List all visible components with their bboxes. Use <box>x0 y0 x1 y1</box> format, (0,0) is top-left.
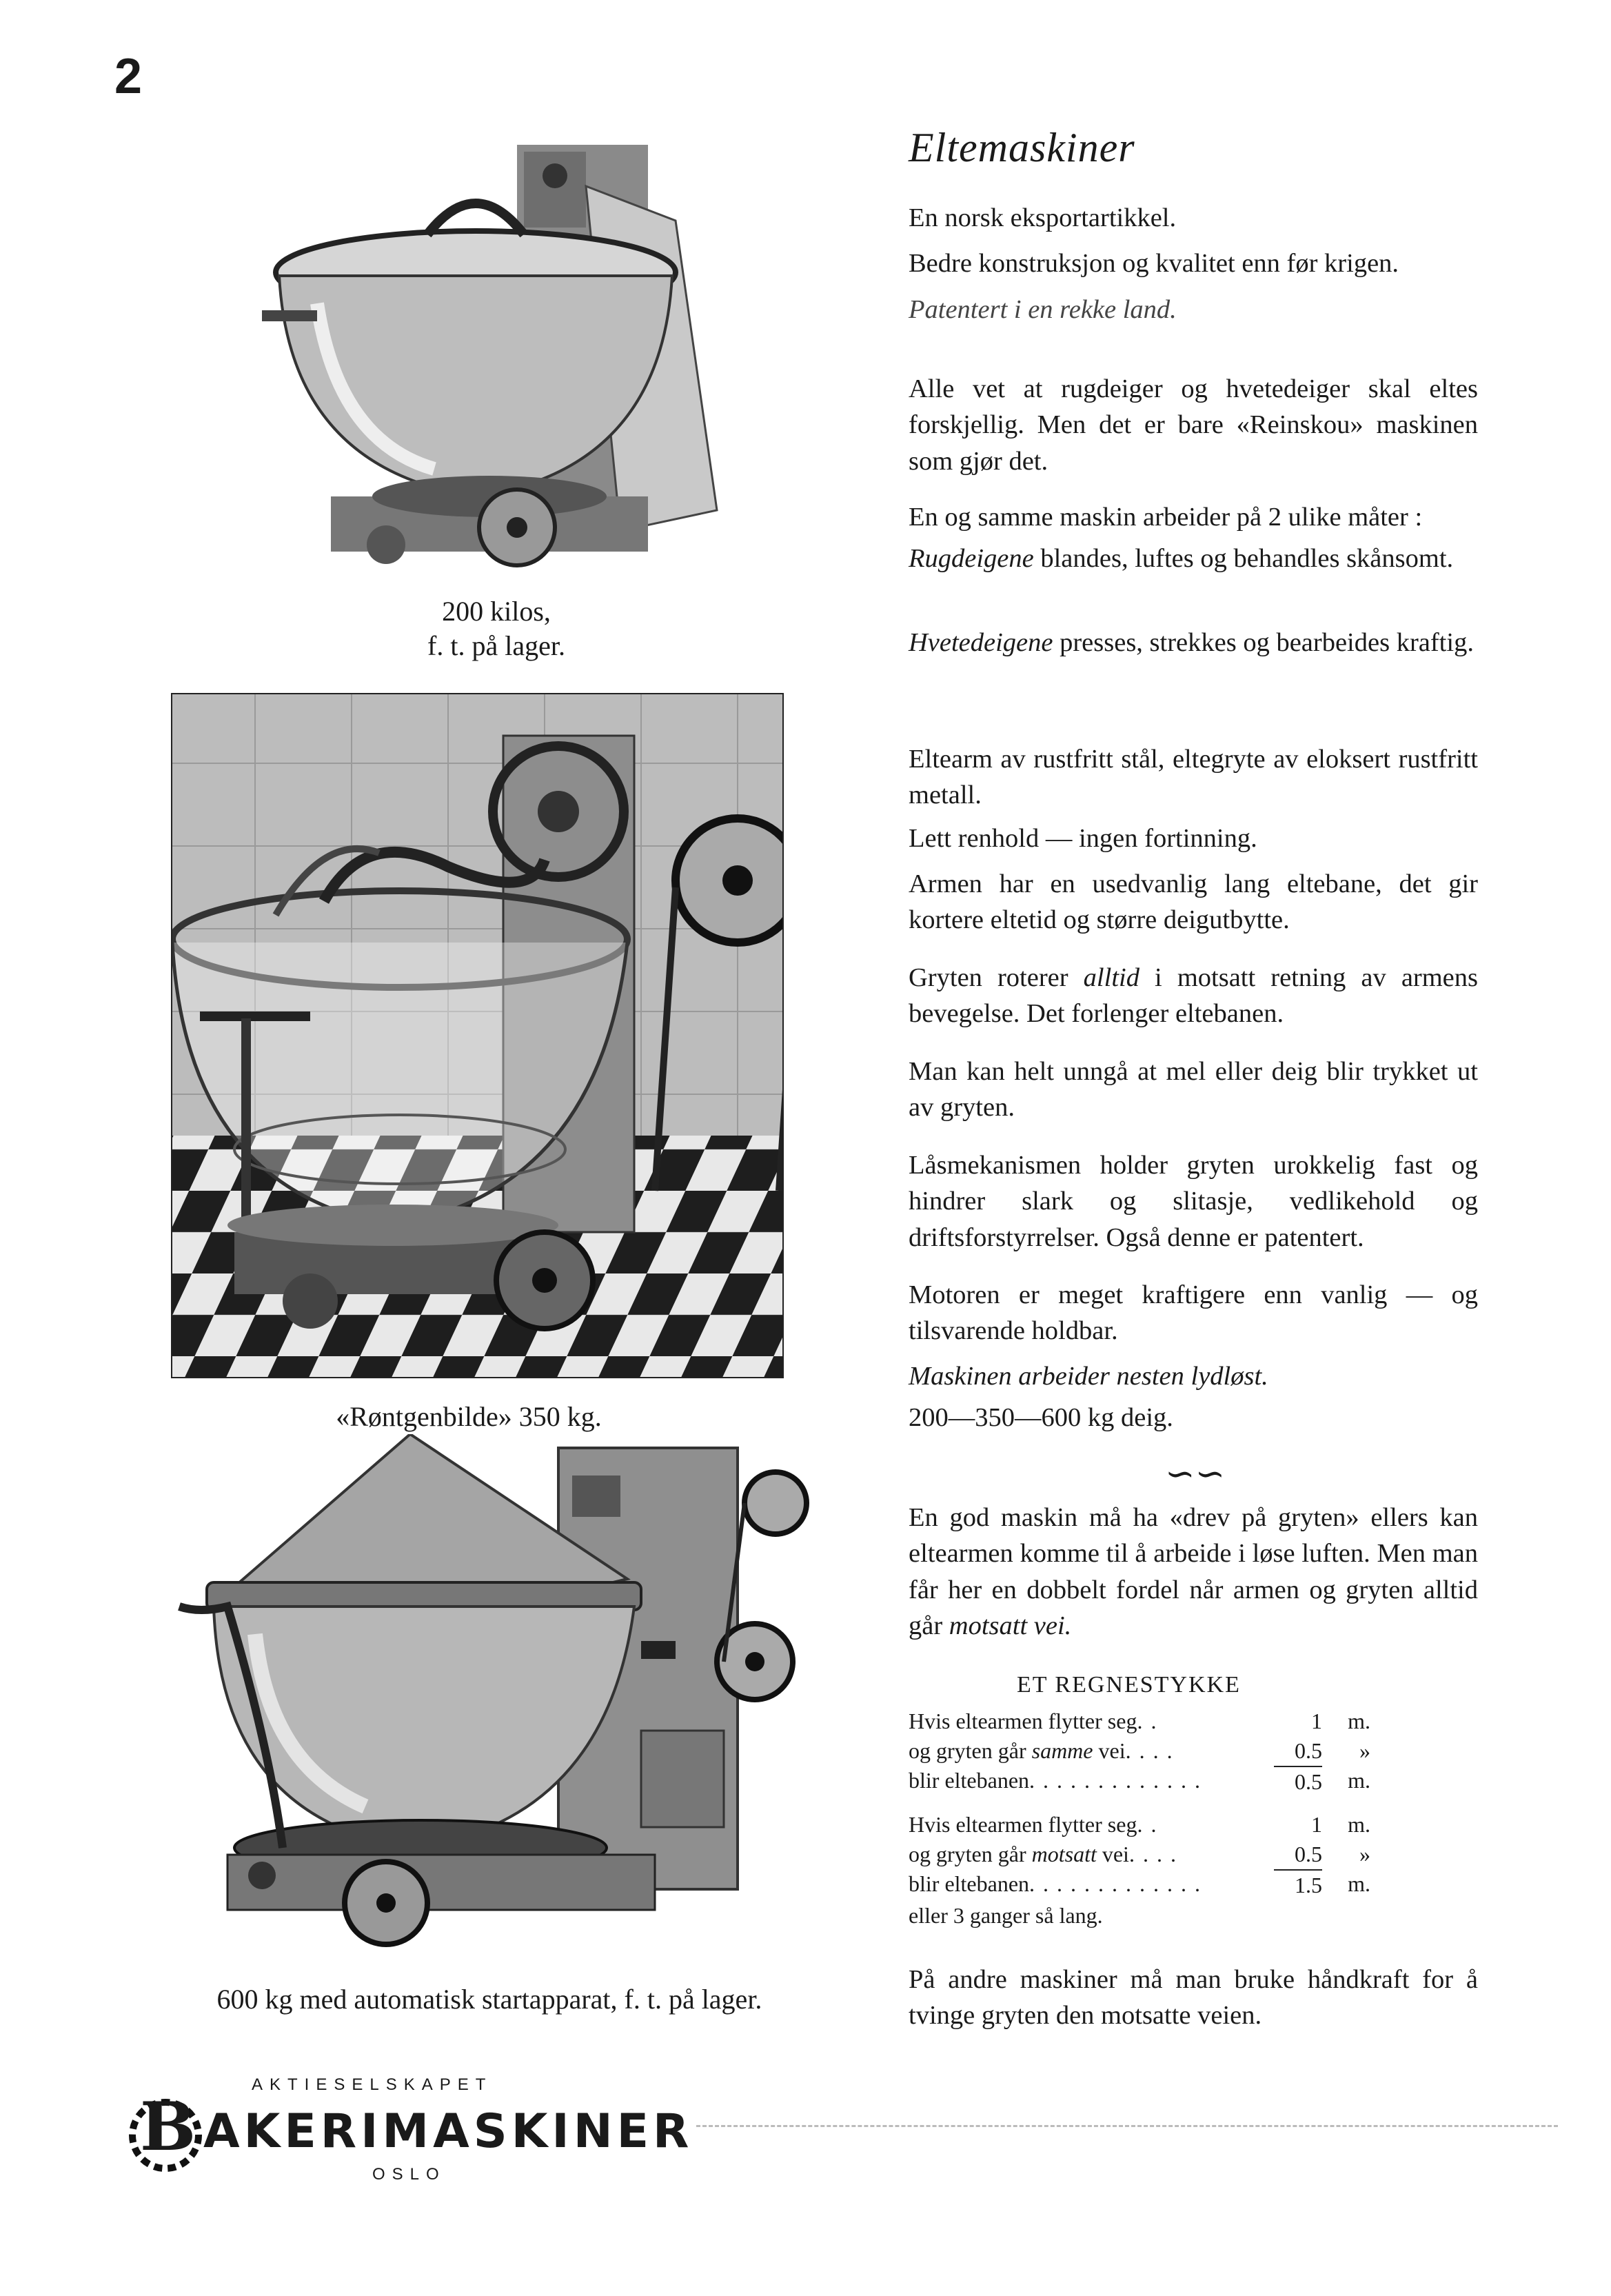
xray-mixer-photo-350kg <box>171 693 784 1378</box>
calc-note: eller 3 ganger så lang. <box>909 1902 1103 1928</box>
paragraph-1: Alle vet at rugdeiger og hvetedeiger skal eltes forskjellig. Men det er bare «Reinskou» maskinen som gjør det. <box>909 374 1478 476</box>
logo-city: OSLO <box>372 2165 446 2184</box>
logo-top-text: AKTIESELSKAPET <box>252 2075 493 2094</box>
paragraph-3 <box>909 541 1478 576</box>
calc-value: 0.5 <box>1274 1766 1322 1797</box>
footer-divider <box>696 2125 1558 2127</box>
calc-row <box>909 1840 1370 1869</box>
calc-label-b: vei <box>1102 1842 1129 1867</box>
calc-value: 0.5 <box>1295 1842 1322 1867</box>
paragraph-3-text: blandes, luftes og behandles skånsomt. <box>1033 544 1454 573</box>
calc-unit: m. <box>1348 1709 1370 1733</box>
photo-1-caption <box>358 594 634 663</box>
intro-line-2: Bedre konstruksjon og kvalitet enn før krigen. <box>909 249 1399 279</box>
mixer-photo-600kg <box>159 1434 820 1958</box>
calc-label-emphasis: samme <box>1031 1738 1093 1764</box>
calc-label: blir eltebanen <box>909 1768 1030 1793</box>
calc-row <box>909 1706 1370 1736</box>
intro-line-3: Patentert i en rekke land. <box>909 294 1177 324</box>
calc-dots: . . <box>1137 1812 1158 1837</box>
calc-unit: » <box>1359 1738 1370 1764</box>
paragraph-8 <box>909 960 1478 1032</box>
paragraph-10: Låsmekanismen holder gryten urokkelig fast og hindrer slark og slitasje, vedlikehold og driftsforstyrrelser. Også denne er patentert. <box>909 1151 1478 1252</box>
page-title: Eltemaskiner <box>909 125 1135 170</box>
paragraph-4-emphasis: Hvetedeigene <box>909 628 1053 657</box>
paragraph-8-text-a: Gryten roterer <box>909 963 1084 992</box>
paragraph-14-emphasis: motsatt vei. <box>949 1611 1072 1641</box>
calculation-title: ET REGNESTYKKE <box>1017 1672 1241 1698</box>
calc-row-total <box>909 1766 1370 1797</box>
calc-row <box>909 1810 1370 1840</box>
calc-unit: m. <box>1348 1871 1370 1897</box>
page-number: 2 <box>114 49 143 104</box>
calculation-block-1 <box>909 1706 1370 1797</box>
photo-2-caption: «Røntgenbilde» 350 kg. <box>336 1401 602 1432</box>
intro-line-1: En norsk eksportartikkel. <box>909 203 1177 232</box>
calc-row <box>909 1736 1370 1766</box>
paragraph-9: Man kan helt unngå at mel eller deig blir trykket ut av gryten. <box>909 1057 1478 1122</box>
paragraph-14 <box>909 1500 1478 1644</box>
ornament-divider: ∽∽ <box>1165 1455 1226 1494</box>
calc-label: blir eltebanen <box>909 1871 1030 1897</box>
calc-value: 1 <box>1311 1812 1322 1837</box>
mixer-photo-200kg <box>262 124 758 579</box>
company-logo <box>128 2075 748 2213</box>
calc-label-a: og gryten går <box>909 1842 1026 1867</box>
paragraph-4-text: presses, strekkes og bearbeides kraftig. <box>1053 628 1474 657</box>
paragraph-15: På andre maskiner må man bruke håndkraft for å tvinge gryten den motsatte veien. <box>909 1965 1478 2031</box>
calc-label: Hvis eltearmen flytter seg <box>909 1709 1137 1733</box>
calc-unit: m. <box>1348 1812 1370 1837</box>
intro-block <box>909 200 1478 328</box>
paragraph-11: Motoren er meget kraftigere enn vanlig — og tilsvarende holdbar. <box>909 1280 1478 1346</box>
calc-value: 1.5 <box>1274 1869 1322 1900</box>
paragraph-6: Lett renhold — ingen fortinning. <box>909 824 1257 853</box>
photo-1-caption-line-1: 200 kilos, <box>442 596 551 627</box>
calc-unit: » <box>1359 1842 1370 1867</box>
calc-label-emphasis: motsatt <box>1031 1842 1097 1867</box>
calc-dots: . . . . <box>1128 1842 1177 1867</box>
calc-dots: . . <box>1137 1709 1158 1733</box>
calc-dots: . . . . <box>1125 1738 1174 1764</box>
paragraph-12: Maskinen arbeider nesten lydløst. <box>909 1362 1268 1391</box>
logo-initial: B <box>140 2088 196 2166</box>
paragraph-3-emphasis: Rugdeigene <box>909 544 1034 573</box>
calc-value: 1 <box>1311 1709 1322 1733</box>
paragraph-8-text-b: i motsatt retning av armens bevegelse. Det forlenger eltebanen. <box>909 963 1479 1029</box>
photo-1-caption-line-2: f. t. på lager. <box>427 630 565 661</box>
calculation-block-2 <box>909 1810 1370 1931</box>
calc-label: Hvis eltearmen flytter seg <box>909 1812 1137 1837</box>
calc-label-a: og gryten går <box>909 1738 1026 1764</box>
photo-3-caption: 600 kg med automatisk startapparat, f. t. på lager. <box>216 1984 762 2015</box>
calc-dots: . . . . . . . . . . . . . <box>1029 1871 1202 1897</box>
paragraph-13: 200—350—600 kg deig. <box>909 1403 1173 1432</box>
paragraph-7: Armen har en usedvanlig lang eltebane, det gir kortere eltetid og større deigutbytte. <box>909 869 1478 935</box>
paragraph-14-text: En god maskin må ha «drev på gryten» ellers kan eltearmen komme til å arbeide i løse luften. Men man får her en dobbelt fordel når armen og gryten alltid går <box>909 1503 1478 1641</box>
calc-dots: . . . . . . . . . . . . . <box>1029 1768 1202 1793</box>
calc-row-total <box>909 1869 1370 1900</box>
logo-company-name: AKERIMASKINER <box>203 2104 693 2159</box>
paragraph-2: En og samme maskin arbeider på 2 ulike måter : <box>909 503 1423 532</box>
paragraph-8-emphasis: alltid <box>1083 963 1139 992</box>
paragraph-5: Eltearm av rustfritt stål, eltegryte av eloksert rustfritt metall. <box>909 745 1478 810</box>
paragraph-4 <box>909 625 1478 661</box>
calc-unit: m. <box>1348 1768 1370 1793</box>
calc-label-b: vei <box>1098 1738 1126 1764</box>
calc-value: 0.5 <box>1295 1738 1322 1764</box>
